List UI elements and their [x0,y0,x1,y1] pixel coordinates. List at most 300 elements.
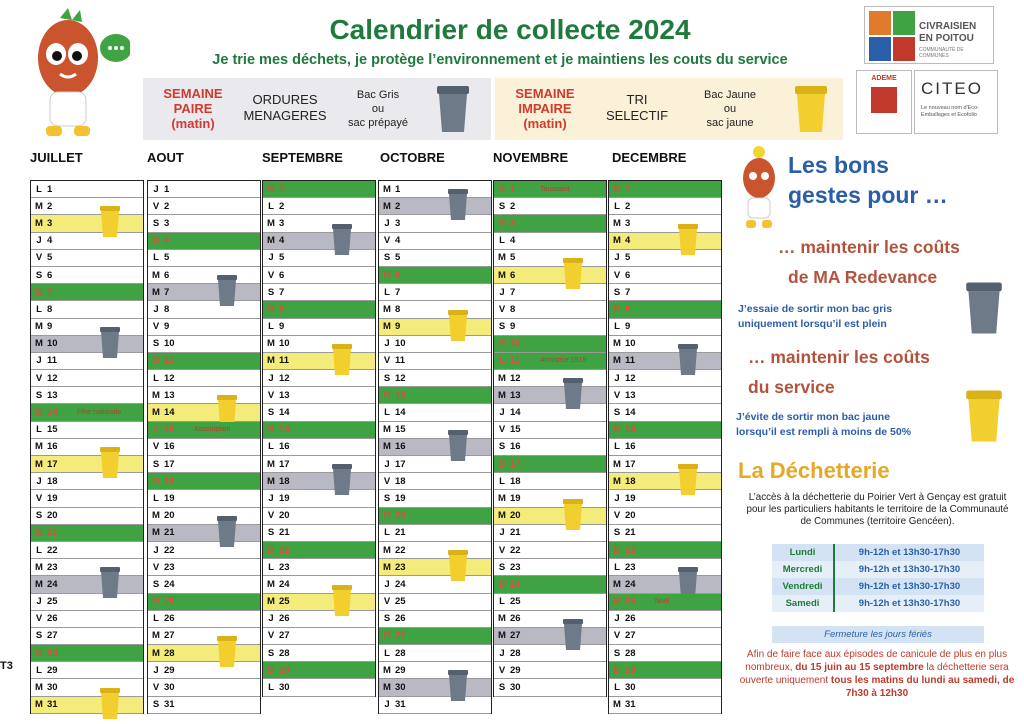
day-number: 10 [164,338,175,350]
day-row [263,404,375,421]
day-row [263,645,375,662]
day-number: 28 [625,647,636,659]
day-number: 2 [510,200,516,212]
day-number: 17 [164,458,175,470]
day-row [494,628,606,645]
day-number: 18 [164,475,175,487]
day-row [379,353,491,370]
day-row [494,319,606,336]
day-letter: M [613,596,621,608]
day-number: 8 [625,303,631,315]
day-row [494,422,606,439]
day-letter: M [498,492,506,504]
day-letter: L [268,321,274,333]
day-number: 1 [625,183,631,195]
day-letter: D [383,510,391,522]
day-number: 18 [279,475,290,487]
day-row [263,387,375,404]
day-number: 10 [279,338,290,350]
day-row [31,594,143,611]
day-row [148,439,260,456]
day-number: 29 [47,664,58,676]
day-letter: J [499,647,505,659]
day-number: 7 [395,286,401,298]
month-column [147,180,261,714]
day-number: 31 [47,699,58,711]
day-number: 30 [625,682,636,694]
day-letter: V [152,441,160,453]
civraisien-name-line2: EN POITOU [919,33,974,44]
day-letter: M [498,252,506,264]
day-row [609,198,721,215]
month-header: OCTOBRE [380,150,445,165]
day-row [31,611,143,628]
schedule-row [772,561,984,578]
day-number: 16 [164,441,175,453]
day-number: 18 [625,475,636,487]
month-column [378,180,492,714]
day-letter: S [35,630,43,642]
day-number: 2 [625,200,631,212]
day-letter: M [498,613,506,625]
day-letter: M [35,699,43,711]
day-row [494,336,606,353]
day-number: 15 [164,424,175,436]
heading-redevance-line1: … maintenir les coûts [778,237,960,257]
day-number: 10 [625,338,636,350]
day-letter: M [267,475,275,487]
day-letter: L [36,544,42,556]
day-letter: S [152,338,160,350]
day-number: 5 [279,252,285,264]
day-letter: J [153,664,159,676]
schedule-hours: 9h-12h et 13h30-17h30 [834,561,984,578]
day-number: 1 [510,183,516,195]
day-number: 4 [395,235,401,247]
legend-even-week [143,78,491,140]
day-row [609,456,721,473]
day-number: 6 [510,269,516,281]
day-number: 3 [279,217,285,229]
dechetterie-schedule [772,544,984,612]
day-number: 17 [395,458,406,470]
day-number: 29 [164,664,175,676]
day-row [494,679,606,696]
day-row [379,404,491,421]
day-letter: V [498,424,506,436]
day-letter: S [35,510,43,522]
day-number: 29 [510,664,521,676]
day-number: 19 [625,492,636,504]
day-row [379,697,491,714]
day-letter: D [35,407,43,419]
day-letter: S [383,613,391,625]
day-row [379,250,491,267]
day-letter: M [152,630,160,642]
day-letter: L [153,252,159,264]
day-letter: L [36,303,42,315]
day-number: 12 [395,372,406,384]
day-letter: L [384,647,390,659]
civraisien-logo [864,6,994,64]
day-number: 25 [164,596,175,608]
day-letter: D [498,217,506,229]
odd-week-label: SEMAINE IMPAIRE (matin) [515,86,575,131]
day-letter: L [499,235,505,247]
gray-bin-icon [964,280,1004,336]
day-letter: L [614,561,620,573]
month-column [30,180,144,714]
day-letter: J [153,303,159,315]
day-letter: V [152,321,160,333]
day-row [494,370,606,387]
day-letter: J [268,613,274,625]
day-number: 7 [625,286,631,298]
good-practices-title [788,150,948,210]
day-row [263,473,375,490]
day-number: 27 [395,630,406,642]
day-number: 17 [279,458,290,470]
day-row [148,181,260,198]
day-row [609,594,721,611]
day-number: 13 [279,389,290,401]
day-letter: L [499,475,505,487]
day-number: 28 [510,647,521,659]
day-letter: D [267,664,275,676]
month-header: JUILLET [30,150,83,165]
day-letter: L [499,596,505,608]
month-header: NOVEMBRE [493,150,569,165]
day-letter: M [383,200,391,212]
day-number: 7 [279,286,285,298]
day-letter: M [152,647,160,659]
day-number: 11 [510,355,521,367]
day-number: 30 [279,682,290,694]
day-number: 8 [510,303,516,315]
day-number: 13 [164,389,175,401]
mascot-icon [20,8,130,148]
heading-service [748,342,930,402]
day-letter: L [36,664,42,676]
day-row [609,679,721,696]
month-header: DECEMBRE [612,150,687,165]
day-row [609,233,721,250]
day-row [263,198,375,215]
day-row [148,662,260,679]
day-row [379,559,491,576]
day-letter: M [383,303,391,315]
household-waste-label: ORDURES MENAGERES [243,92,327,123]
day-row [148,387,260,404]
day-number: 28 [47,647,58,659]
day-letter: J [614,613,620,625]
day-row [609,215,721,232]
day-row [609,319,721,336]
day-letter: M [498,510,506,522]
day-letter: J [268,372,274,384]
day-row [379,611,491,628]
day-letter: M [35,561,43,573]
day-row [148,679,260,696]
day-number: 14 [625,407,636,419]
day-letter: M [152,527,160,539]
day-row [494,576,606,593]
day-number: 19 [395,492,406,504]
day-row [148,628,260,645]
day-row [379,679,491,696]
day-row [379,542,491,559]
day-number: 9 [625,321,631,333]
day-row [494,662,606,679]
day-number: 19 [510,492,521,504]
civraisien-name-line1: CIVRAISIEN [919,21,977,32]
day-row [379,198,491,215]
day-row [609,490,721,507]
day-row [609,576,721,593]
day-row [609,353,721,370]
day-letter: S [267,407,275,419]
day-row [31,490,143,507]
day-number: 24 [164,578,175,590]
day-letter: M [613,235,621,247]
day-number: 21 [164,527,175,539]
day-number: 31 [164,699,175,711]
day-row [263,439,375,456]
day-number: 1 [164,183,170,195]
day-number: 26 [395,613,406,625]
day-letter: M [613,217,621,229]
day-number: 9 [164,321,170,333]
day-letter: V [267,269,275,281]
day-row [609,267,721,284]
day-number: 12 [279,372,290,384]
day-number: 17 [625,458,636,470]
yellow-bin-icon [793,84,829,134]
day-row [31,697,143,714]
day-row [609,542,721,559]
day-number: 23 [625,561,636,573]
day-row [31,319,143,336]
day-letter: M [152,407,160,419]
day-letter: D [267,303,275,315]
day-letter: L [36,183,42,195]
day-number: 27 [510,630,521,642]
day-number: 31 [395,699,406,711]
day-letter: V [498,303,506,315]
day-row [379,594,491,611]
day-row [148,353,260,370]
day-letter: V [152,200,160,212]
day-letter: M [383,544,391,556]
day-number: 4 [625,235,631,247]
day-number: 13 [395,389,406,401]
day-row [31,473,143,490]
day-letter: J [153,183,159,195]
day-number: 8 [164,303,170,315]
day-number: 4 [279,235,285,247]
day-row [609,181,721,198]
day-row [263,628,375,645]
day-letter: M [383,441,391,453]
day-number: 11 [47,355,58,367]
day-letter: S [613,527,621,539]
day-number: 31 [625,699,636,711]
day-letter: D [613,183,621,195]
day-letter: M [35,321,43,333]
day-row [263,336,375,353]
day-number: 6 [279,269,285,281]
mascot-small-icon [732,144,786,236]
day-row [31,284,143,301]
day-number: 11 [395,355,406,367]
day-row [263,559,375,576]
page-subtitle: Je trie mes déchets, je protège l’environnement et je maintiens les couts du service [212,52,788,68]
day-letter: M [383,561,391,573]
day-letter: S [35,389,43,401]
day-number: 20 [164,510,175,522]
day-number: 12 [47,372,58,384]
day-number: 28 [164,647,175,659]
holiday-note: Armistice 1918 [540,357,587,365]
day-number: 11 [164,355,175,367]
day-row [263,490,375,507]
day-row [379,490,491,507]
day-row [31,301,143,318]
day-letter: D [152,235,160,247]
day-row [379,525,491,542]
day-row [148,697,260,714]
day-number: 22 [47,544,58,556]
day-letter: M [613,355,621,367]
day-letter: L [268,200,274,212]
day-number: 23 [47,561,58,573]
day-letter: J [153,424,159,436]
day-letter: J [384,338,390,350]
day-letter: S [498,561,506,573]
day-letter: S [498,441,506,453]
day-number: 2 [47,200,53,212]
good-practices-title-line1: Les bons [788,152,889,178]
day-row [379,456,491,473]
day-number: 28 [395,647,406,659]
day-row [31,353,143,370]
day-row [609,250,721,267]
day-number: 12 [625,372,636,384]
day-row [148,250,260,267]
day-row [494,387,606,404]
day-number: 7 [164,286,170,298]
day-number: 5 [625,252,631,264]
day-number: 29 [279,664,290,676]
day-letter: D [498,338,506,350]
day-row [148,215,260,232]
legend-odd-week [495,78,843,140]
day-number: 27 [164,630,175,642]
day-number: 15 [510,424,521,436]
day-number: 1 [395,183,401,195]
day-number: 20 [279,510,290,522]
day-letter: M [383,682,391,694]
day-letter: L [384,527,390,539]
day-number: 26 [510,613,521,625]
day-number: 21 [395,527,406,539]
day-number: 29 [625,664,636,676]
day-row [31,542,143,559]
day-number: 5 [510,252,516,264]
day-number: 26 [164,613,175,625]
day-row [494,181,606,198]
day-number: 6 [395,269,401,281]
day-row [494,611,606,628]
day-letter: M [267,458,275,470]
even-week-label: SEMAINE PAIRE (matin) [163,86,223,131]
day-row [31,456,143,473]
day-letter: J [36,596,42,608]
day-letter: D [152,596,160,608]
day-row [609,508,721,525]
day-letter: L [36,424,42,436]
day-number: 11 [625,355,636,367]
day-number: 14 [47,407,58,419]
day-letter: D [152,475,160,487]
day-row [379,662,491,679]
day-letter: S [35,269,43,281]
day-row [263,576,375,593]
day-row [31,525,143,542]
day-letter: V [613,510,621,522]
day-number: 3 [510,217,516,229]
day-letter: J [384,699,390,711]
day-number: 3 [47,217,53,229]
day-row [263,319,375,336]
day-row [148,284,260,301]
day-row [148,370,260,387]
day-number: 23 [395,561,406,573]
day-number: 27 [279,630,290,642]
holiday-note: Fête nationale [77,409,122,417]
day-row [494,542,606,559]
day-letter: D [35,527,43,539]
day-row [609,645,721,662]
day-letter: M [35,458,43,470]
day-letter: M [498,630,506,642]
day-number: 3 [625,217,631,229]
day-row [379,267,491,284]
footer-code: T3 [0,660,13,672]
day-number: 16 [510,441,521,453]
schedule-day: Vendredi [772,578,834,595]
day-row [494,233,606,250]
day-number: 17 [510,458,521,470]
day-number: 27 [47,630,58,642]
day-row [263,662,375,679]
day-row [263,267,375,284]
day-row [609,284,721,301]
selective-sorting-label: TRI SELECTIF [605,92,669,123]
day-row [494,404,606,421]
day-row [609,422,721,439]
day-letter: V [152,682,160,694]
day-letter: S [152,217,160,229]
day-number: 28 [279,647,290,659]
day-row [609,525,721,542]
day-number: 4 [510,235,516,247]
ademe-logo [856,70,912,134]
day-number: 10 [395,338,406,350]
heatwave-notice [734,648,1020,700]
day-letter: M [35,441,43,453]
schedule-row [772,578,984,595]
